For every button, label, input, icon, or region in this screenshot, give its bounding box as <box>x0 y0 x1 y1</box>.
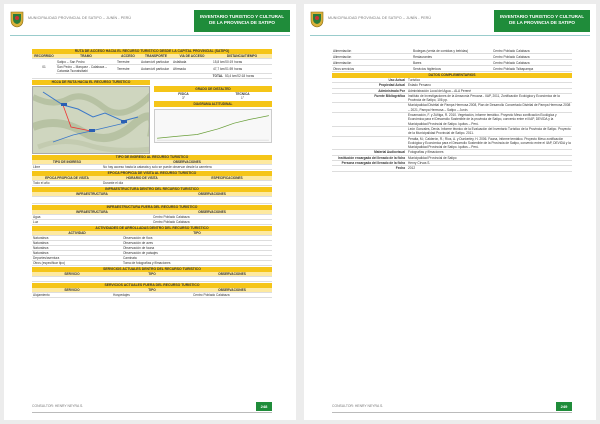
table-row: Deportes/aventura Caminata <box>32 256 272 261</box>
ruta-head: RECORRIDO TRAMO ACCESO TRANSPORTE VIA DE ACCESO DISTANCIA/TIEMPO <box>32 54 272 59</box>
kv-row: Peralta, M.; Calderón, R.; Ríos, A. y Dunkerley, H. 2006. Fauna, informe temático. Proyecto Meso zonificación Ecológica y Económica para el Desarrollo Sostenible de la Provincia de Satipo, convenio entre el IIAP, DEVIDA y la Municipalidad Provincial de Satipo. Iquitos – Perú. <box>332 137 572 151</box>
route-map-graphic <box>33 87 150 154</box>
page-header <box>304 4 596 44</box>
kv-row: León Gonzales, Dexia. Informe técnico de la Evaluación del Inventario Turístico de la Provincia de Satipo. Proyecto de la Municipalidad Provincial de Satipo. 2011. <box>332 127 572 137</box>
infra-fuera-title: INFRAESTRUCTURA FUERA DEL RECURSO TURISTICO <box>32 205 272 210</box>
table-row: Otros servicios Servicios higiénicos Centro Poblado Tsibapampa <box>332 66 572 72</box>
kv-row: Institución encargada del llenado de la ficha Municipalidad Provincial de Satipo <box>332 156 572 161</box>
consultor-label: CONSULTOR: HENRY NEYRA S. <box>32 404 84 408</box>
header-divider <box>10 35 290 36</box>
epoca-title: EPOCA PROPICIA DE VISITA AL RECURSO TURISTICO <box>32 171 272 176</box>
map-section <box>32 86 272 154</box>
table-row: Alojamiento Hospedajes Centro Poblado Calabaza <box>32 293 272 298</box>
table-row: San Pedro – Marquez - Calabaza – Catarata Tsonatsibabi Terrestre Automóvil particular Afirmada 47,7 km/01:59 horas <box>56 65 272 74</box>
table-row: Otros (especificar tipo) Toma de fotografías y filmaciones <box>32 261 272 266</box>
altitude-diagram <box>154 109 272 143</box>
page-number: 248 <box>256 402 272 411</box>
table-row: Naturaleza Observación de aves <box>32 241 272 246</box>
consultor-label: CONSULTOR: HENRY NEYRA S. <box>332 404 384 408</box>
actividades-title: ACTIVIDADES DE ARROLLADAS DENTRO DEL RECURSO TURISTICO <box>32 226 272 231</box>
page-footer <box>4 402 296 416</box>
table-row: Todo el año Durante el día <box>32 181 272 186</box>
page-header <box>4 4 296 44</box>
serv-dentro-title: SERVICIOS ACTUALES DENTRO DEL RECURSO TURISTICO <box>32 267 272 272</box>
inventory-title: INVENTARIO TURISTICO Y CULTURAL DE LA PROVINCIA DE SATIPO <box>194 10 290 32</box>
table-row: Luz Centro Poblado Calabaza <box>32 220 272 225</box>
kv-row: Material Audiovisual Fotografías y filmaciones <box>332 150 572 155</box>
datos-complementarios-title: DATOS COMPLEMENTARIOS <box>332 73 572 78</box>
table-row: Agua Centro Poblado Calabaza <box>32 215 272 220</box>
header-divider <box>310 35 590 36</box>
kv-row: Uso Actual Turístico <box>332 78 572 83</box>
municipal-crest-icon <box>10 10 24 28</box>
left-page <box>4 4 296 420</box>
table-row: Naturaleza Observación de fauna <box>32 246 272 251</box>
table-row: Alimentación Bares Centro Poblado Calabaza <box>332 60 572 66</box>
right-page <box>304 4 596 420</box>
table-row: Naturaleza Observación de flora <box>32 236 272 241</box>
right-content <box>332 48 572 172</box>
ruta-body: 01 Satipo – San Pedro Terrestre Automóvil particular Asfaltada 15,8 km/00:19 horas San Pedro – Marquez - Calabaza – Catarata Tsonatsibabi Terrestre Automóvil particular Afirmada 47,7 km/01:59 horas <box>32 59 272 74</box>
page-footer <box>304 402 596 416</box>
municipal-crest-icon <box>310 10 324 28</box>
table-row: Alimentación Bodegas (venta de comidas y bebidas) Centro Poblado Calabaza <box>332 48 572 54</box>
page-number: 249 <box>556 402 572 411</box>
kv-row: Encarnación, F. y Zúñiga, R. 2010. Vegetación, informe temático. Proyecto Meso zonificación Ecológica y Económica para el Desarrollo Sostenible de la provincia de Satipo, convenio entre el IIAP, DEVIDA y la Municipalidad Provincial de Satipo. Iquitos – Perú. <box>332 113 572 127</box>
left-content: RUTA DE ACCESO HACIA EL RECURSO TURISTICO DESDE LA CAPITAL PROVINCIAL (SATIPO) RECORRIDO TRAMO ACCESO TRANSPORTE VIA DE ACCESO DISTANCIA/TIEMPO 01 Satipo – San Pedro Terrestre Automóvil particular Asfaltada 15,8 km/00:19 horas San Pedro – Marquez - Calabaza – Catarata Tsonatsibabi Terrestre Automóvil particular Afirmada 47,7 km/01:59 horas TOTAL 53,4 km/02:18 horas HOJA DE RUTA HACIA EL RECURSO TURISTICO GRADO DE DISTALTED FISICA TECNICA 3° 1° DIAGRAMA ALTITUDINAL TIPO DE INGRESO AL RECURSO TURISTICO TIPO DE INGRESO OBSERVACIONES Libre No hay acceso hasta la catarata y solo se puede observar desde la carretera EPOCA PROPICIA DE VISITA AL RECURSO TURISTICO EPOCA PROPICIA DE VISITA HORARIO DE VISITA ESPECIFICACIONES Todo el año Durante el día INFRAESTRUCTURA DENTRO DEL RECURSO TURISTICO INFRAESTRUCTURA OBSERVACIONES INFRAESTRUCTURA FUERA DEL RECURSO TURISTICO INFRAESTRUCTURA OBSERVACIONES Agua Centro Poblado Calabaza Luz Centro Poblado Calabaza ACTIVIDADES DE ARROLLADAS DENTRO DEL RECURSO TURISTICO ACTIVIDAD TIPO Naturaleza Observación de flora Naturaleza Observación de aves Naturaleza Observación de fauna Naturaleza Observación de paisajes Deportes/aventura Caminata Otros (especificar tipo) Toma de fotografías y filmaciones SERVICIOS ACTUALES DENTRO DEL RECURSO TURISTICO SERVICIO TIPO OBSERVACIONES SERVICIOS ACTUALES FUERA DEL RECURSO TURISTICO SERVICIO TIPO OBSERVACIONES Alojamiento Hospedajes Centro Poblado Calabaza <box>32 48 272 298</box>
altitude-panel: GRADO DE DISTALTED FISICA TECNICA 3° 1° DIAGRAMA ALTITUDINAL <box>150 86 272 154</box>
municipality-label: MUNICIPALIDAD PROVINCIAL DE SATIPO – JUNÍN - PERÚ <box>28 16 132 20</box>
serv-fuera-title: SERVICIOS ACTUALES FUERA DEL RECURSO TURISTICO <box>32 283 272 288</box>
map-title: HOJA DE RUTA HACIA EL RECURSO TURISTICO <box>32 80 150 85</box>
kv-row: Municipalidad Distrital de Pampa Hermosa 2008, Plan de Desarrollo Concertado Distrital de Pampa Hermosa 2008 – 2021, Pampa Hermosa – Satipo – Junín. <box>332 103 572 113</box>
inventory-title: INVENTARIO TURISTICO Y CULTURAL DE LA PROVINCIA DE SATIPO <box>494 10 590 32</box>
total-row: TOTAL 53,4 km/02:18 horas <box>32 74 272 79</box>
table-row: Alimentación Restaurantes Centro Poblado Calabaza <box>332 54 572 60</box>
kv-row: Persona encargada del llenado de la ficha Henry Cirvas S. <box>332 161 572 166</box>
kv-row: Administrado Por Administración Local del Agua – ALA Perené <box>332 89 572 94</box>
kv-row: Fuente Bibliográfica Instituto de Investigaciones de la Amazonía Peruana - IIAP, 2011, Zonificación Ecológica y Económica de la Provincia de Satipo, 106 pp. <box>332 94 572 104</box>
table-row: Libre No hay acceso hasta la catarata y solo se puede observar desde la carretera <box>32 165 272 170</box>
tipo-ingreso-title: TIPO DE INGRESO AL RECURSO TURISTICO <box>32 155 272 160</box>
ruta-title: RUTA DE ACCESO HACIA EL RECURSO TURISTICO DESDE LA CAPITAL PROVINCIAL (SATIPO) <box>32 49 272 54</box>
route-map <box>32 86 150 154</box>
kv-row: Fecha 2012 <box>332 166 572 171</box>
municipality-label: MUNICIPALIDAD PROVINCIAL DE SATIPO – JUNÍN - PERÚ <box>328 16 432 20</box>
table-row: Naturaleza Observación de paisajes <box>32 251 272 256</box>
kv-row: Propiedad Actual Estado Peruano <box>332 83 572 88</box>
infra-title: INFRAESTRUCTURA DENTRO DEL RECURSO TURISTICO <box>32 187 272 192</box>
table-row: Satipo – San Pedro Terrestre Automóvil particular Asfaltada 15,8 km/00:19 horas <box>56 59 272 65</box>
